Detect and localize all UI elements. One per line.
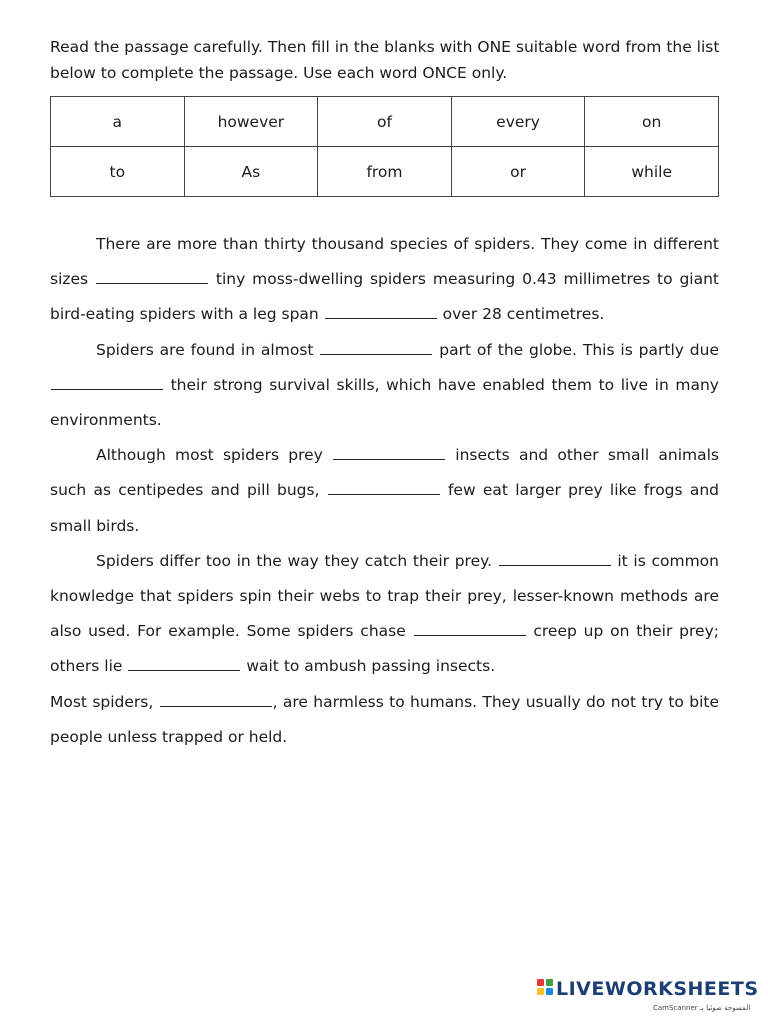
- instructions: Read the passage carefully. Then fill in the blanks with ONE suitable word from the list below to complete the passage. Use each word ONCE only.: [50, 38, 720, 82]
- passage-text: Most spiders,: [50, 692, 154, 711]
- passage-text: tiny moss-dwelling spiders measuring 0.43 millimetres to giant bird-eating spiders with a leg span: [50, 270, 719, 324]
- passage: [50, 227, 719, 755]
- blank-3[interactable]: [320, 338, 432, 355]
- paragraph-1: [50, 227, 719, 333]
- passage-text: Although most spiders prey: [96, 446, 323, 465]
- blank-4[interactable]: [51, 373, 163, 390]
- passage-text: their strong survival skills, which have enabled them to live in many environments.: [50, 375, 719, 430]
- blank-7[interactable]: [499, 549, 611, 566]
- word-bank-table: [50, 96, 719, 197]
- word-bank-cell: from: [318, 147, 452, 197]
- word-bank-cell: every: [451, 97, 585, 147]
- word-bank-cell: As: [184, 147, 318, 197]
- word-bank-row: [51, 97, 719, 147]
- paragraph-4: [50, 544, 719, 685]
- blank-10[interactable]: [160, 690, 272, 707]
- paragraph-2: [50, 333, 719, 439]
- passage-text: few eat larger prey like frogs and small birds.: [50, 481, 719, 535]
- word-bank-cell: however: [184, 97, 318, 147]
- passage-text: Spiders are found in almost: [96, 340, 314, 359]
- blank-6[interactable]: [328, 479, 440, 496]
- paragraph-3: [50, 438, 719, 544]
- blank-1[interactable]: [96, 268, 208, 285]
- liveworksheets-logo: [537, 978, 768, 1000]
- passage-text: insects and other small animals such as centipedes and pill bugs,: [50, 446, 719, 500]
- blank-9[interactable]: [128, 655, 240, 672]
- passage-text: There are more than thirty thousand species of spiders. They come in different sizes: [50, 235, 719, 289]
- liveworksheets-icon: [537, 979, 553, 995]
- paragraph-5: [50, 685, 719, 755]
- word-bank-cell: or: [451, 147, 585, 197]
- word-bank-row: [51, 147, 719, 197]
- blank-2[interactable]: [325, 303, 437, 320]
- camscanner-watermark: CamScanner المسوحة ضوئيا بـ: [653, 1004, 751, 1012]
- passage-text: over 28 centimetres.: [442, 305, 605, 324]
- blank-8[interactable]: [414, 620, 526, 637]
- word-bank-cell: while: [585, 147, 719, 197]
- word-bank-cell: a: [51, 97, 185, 147]
- word-bank-cell: on: [585, 97, 719, 147]
- passage-text: creep up on their prey; others lie: [50, 622, 719, 676]
- passage-text: it is common knowledge that spiders spin their webs to trap their prey, lesser-known methods are also used. For example. Some spiders chase: [50, 551, 719, 641]
- brand-name: LIVEWORKSHEETS: [556, 978, 759, 1000]
- passage-text: wait to ambush passing insects.: [246, 657, 496, 676]
- passage-text: part of the globe. This is partly due: [439, 340, 720, 359]
- blank-5[interactable]: [333, 444, 445, 461]
- word-bank-cell: to: [51, 147, 185, 197]
- passage-text: , are harmless to humans. They usually do not try to bite people unless trapped or held.: [50, 692, 719, 746]
- word-bank-cell: of: [318, 97, 452, 147]
- passage-text: Spiders differ too in the way they catch their prey.: [96, 551, 493, 570]
